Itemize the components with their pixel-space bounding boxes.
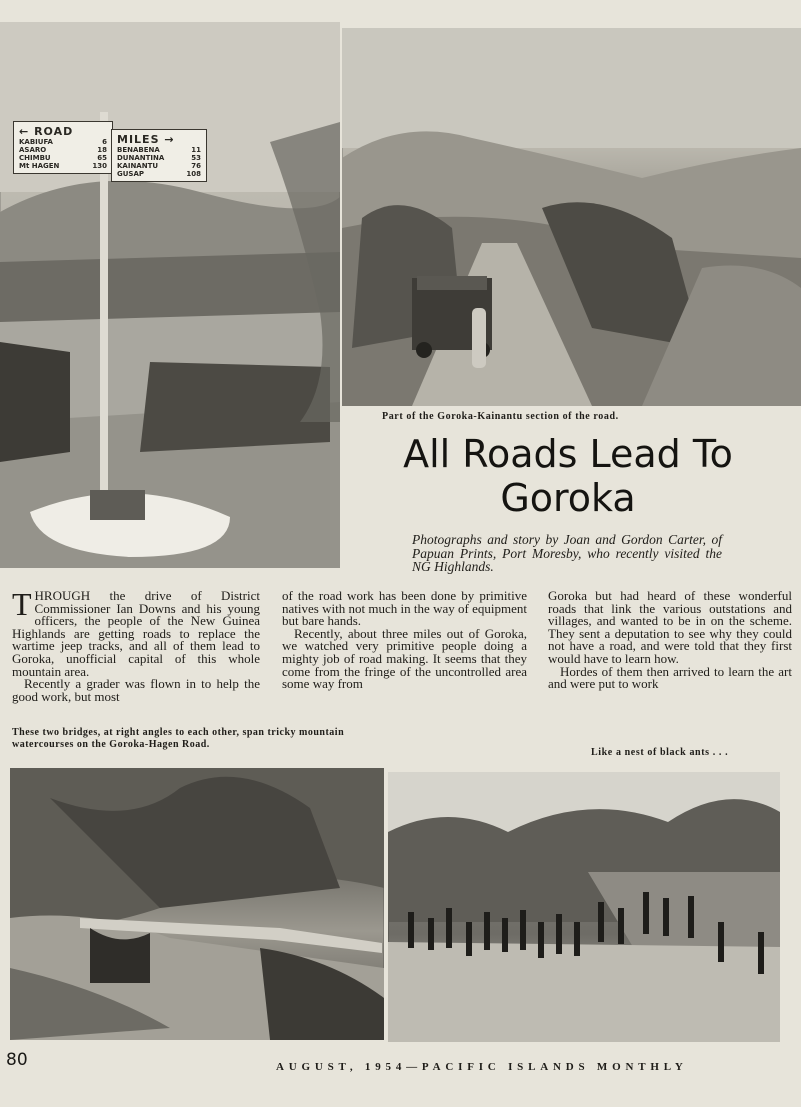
- paragraph: Goroka but had heard of these wonderful roads that link the various outstations and villages, and wanted to be in on the scheme. They sent a deputation to see why they could not have a road, and were told that they first would have to learn how.: [548, 588, 792, 666]
- title-line-1: All Roads Lead To: [403, 432, 733, 476]
- crowd-photo: [388, 772, 780, 1042]
- byline: Photographs and story by Joan and Gordon Carter, of Papuan Prints, Port Moresby, who recently visited the NG Highlands.: [412, 532, 722, 574]
- body-column-3: [548, 590, 792, 691]
- crowd-scene: [388, 772, 780, 1042]
- sign-row: DUNANTINA 53: [117, 154, 201, 162]
- paragraph: Recently a grader was flown in to help the good work, but most: [12, 676, 260, 704]
- bridges-photo: [10, 768, 384, 1040]
- title-line-2: Goroka: [500, 476, 636, 520]
- sign-row: ASARO 18: [19, 146, 107, 154]
- drop-cap: T: [12, 586, 32, 622]
- paragraph: Hordes of them then arrived to learn the art and were put to work: [548, 663, 792, 692]
- crowd-photo-caption: Like a nest of black ants . . .: [591, 747, 729, 758]
- page-number: 80: [6, 1050, 28, 1070]
- running-footer: AUGUST, 1954—PACIFIC ISLANDS MONTHLY: [276, 1061, 688, 1073]
- paragraph: THROUGH the drive of District Commissioner Ian Downs and his young officers, the people of the New Guinea Highlands are getting roads to replace the wartime jeep tracks, and all of them lead to Goroka, unofficial capital of this whole mountain area.: [12, 586, 260, 679]
- sign-row: Mt HAGEN 130: [19, 162, 107, 170]
- bridges-photo-caption: These two bridges, at right angles to each other, span tricky mountain watercourses on the Goroka-Hagen Road.: [12, 727, 345, 750]
- arrow-right-icon: →: [164, 133, 175, 146]
- sign-row: KAINANTU 76: [117, 162, 201, 170]
- sign-row: KABIUFA 6: [19, 138, 107, 146]
- road-scene: [342, 28, 801, 406]
- signpost-scene: [0, 22, 340, 568]
- body-column-2: [282, 590, 527, 691]
- road-photo-caption: Part of the Goroka-Kainantu section of the road.: [382, 411, 619, 422]
- arrow-left-icon: ←: [19, 125, 30, 138]
- article-title: [348, 432, 788, 520]
- road-photo: [342, 28, 801, 406]
- signpost-photo: [0, 22, 340, 568]
- sign-row: BENABENA 11: [117, 146, 201, 154]
- sign-row: CHIMBU 65: [19, 154, 107, 162]
- paragraph: of the road work has been done by primitive natives with not much in the way of equipment but bare hands.: [282, 588, 527, 629]
- signpost-right-board: [112, 130, 206, 181]
- sign-row: GUSAP 108: [117, 170, 201, 178]
- body-column-1: [12, 586, 260, 704]
- road-heading: ROAD: [34, 125, 74, 138]
- signpost-left-board: [14, 122, 112, 173]
- bridges-scene: [10, 768, 384, 1040]
- miles-heading: MILES: [117, 133, 160, 146]
- paragraph: Recently, about three miles out of Goroka, we watched very primitive people doing a mighty job of road making. It seems that they come from the fringe of the uncontrolled area some way from: [282, 625, 527, 692]
